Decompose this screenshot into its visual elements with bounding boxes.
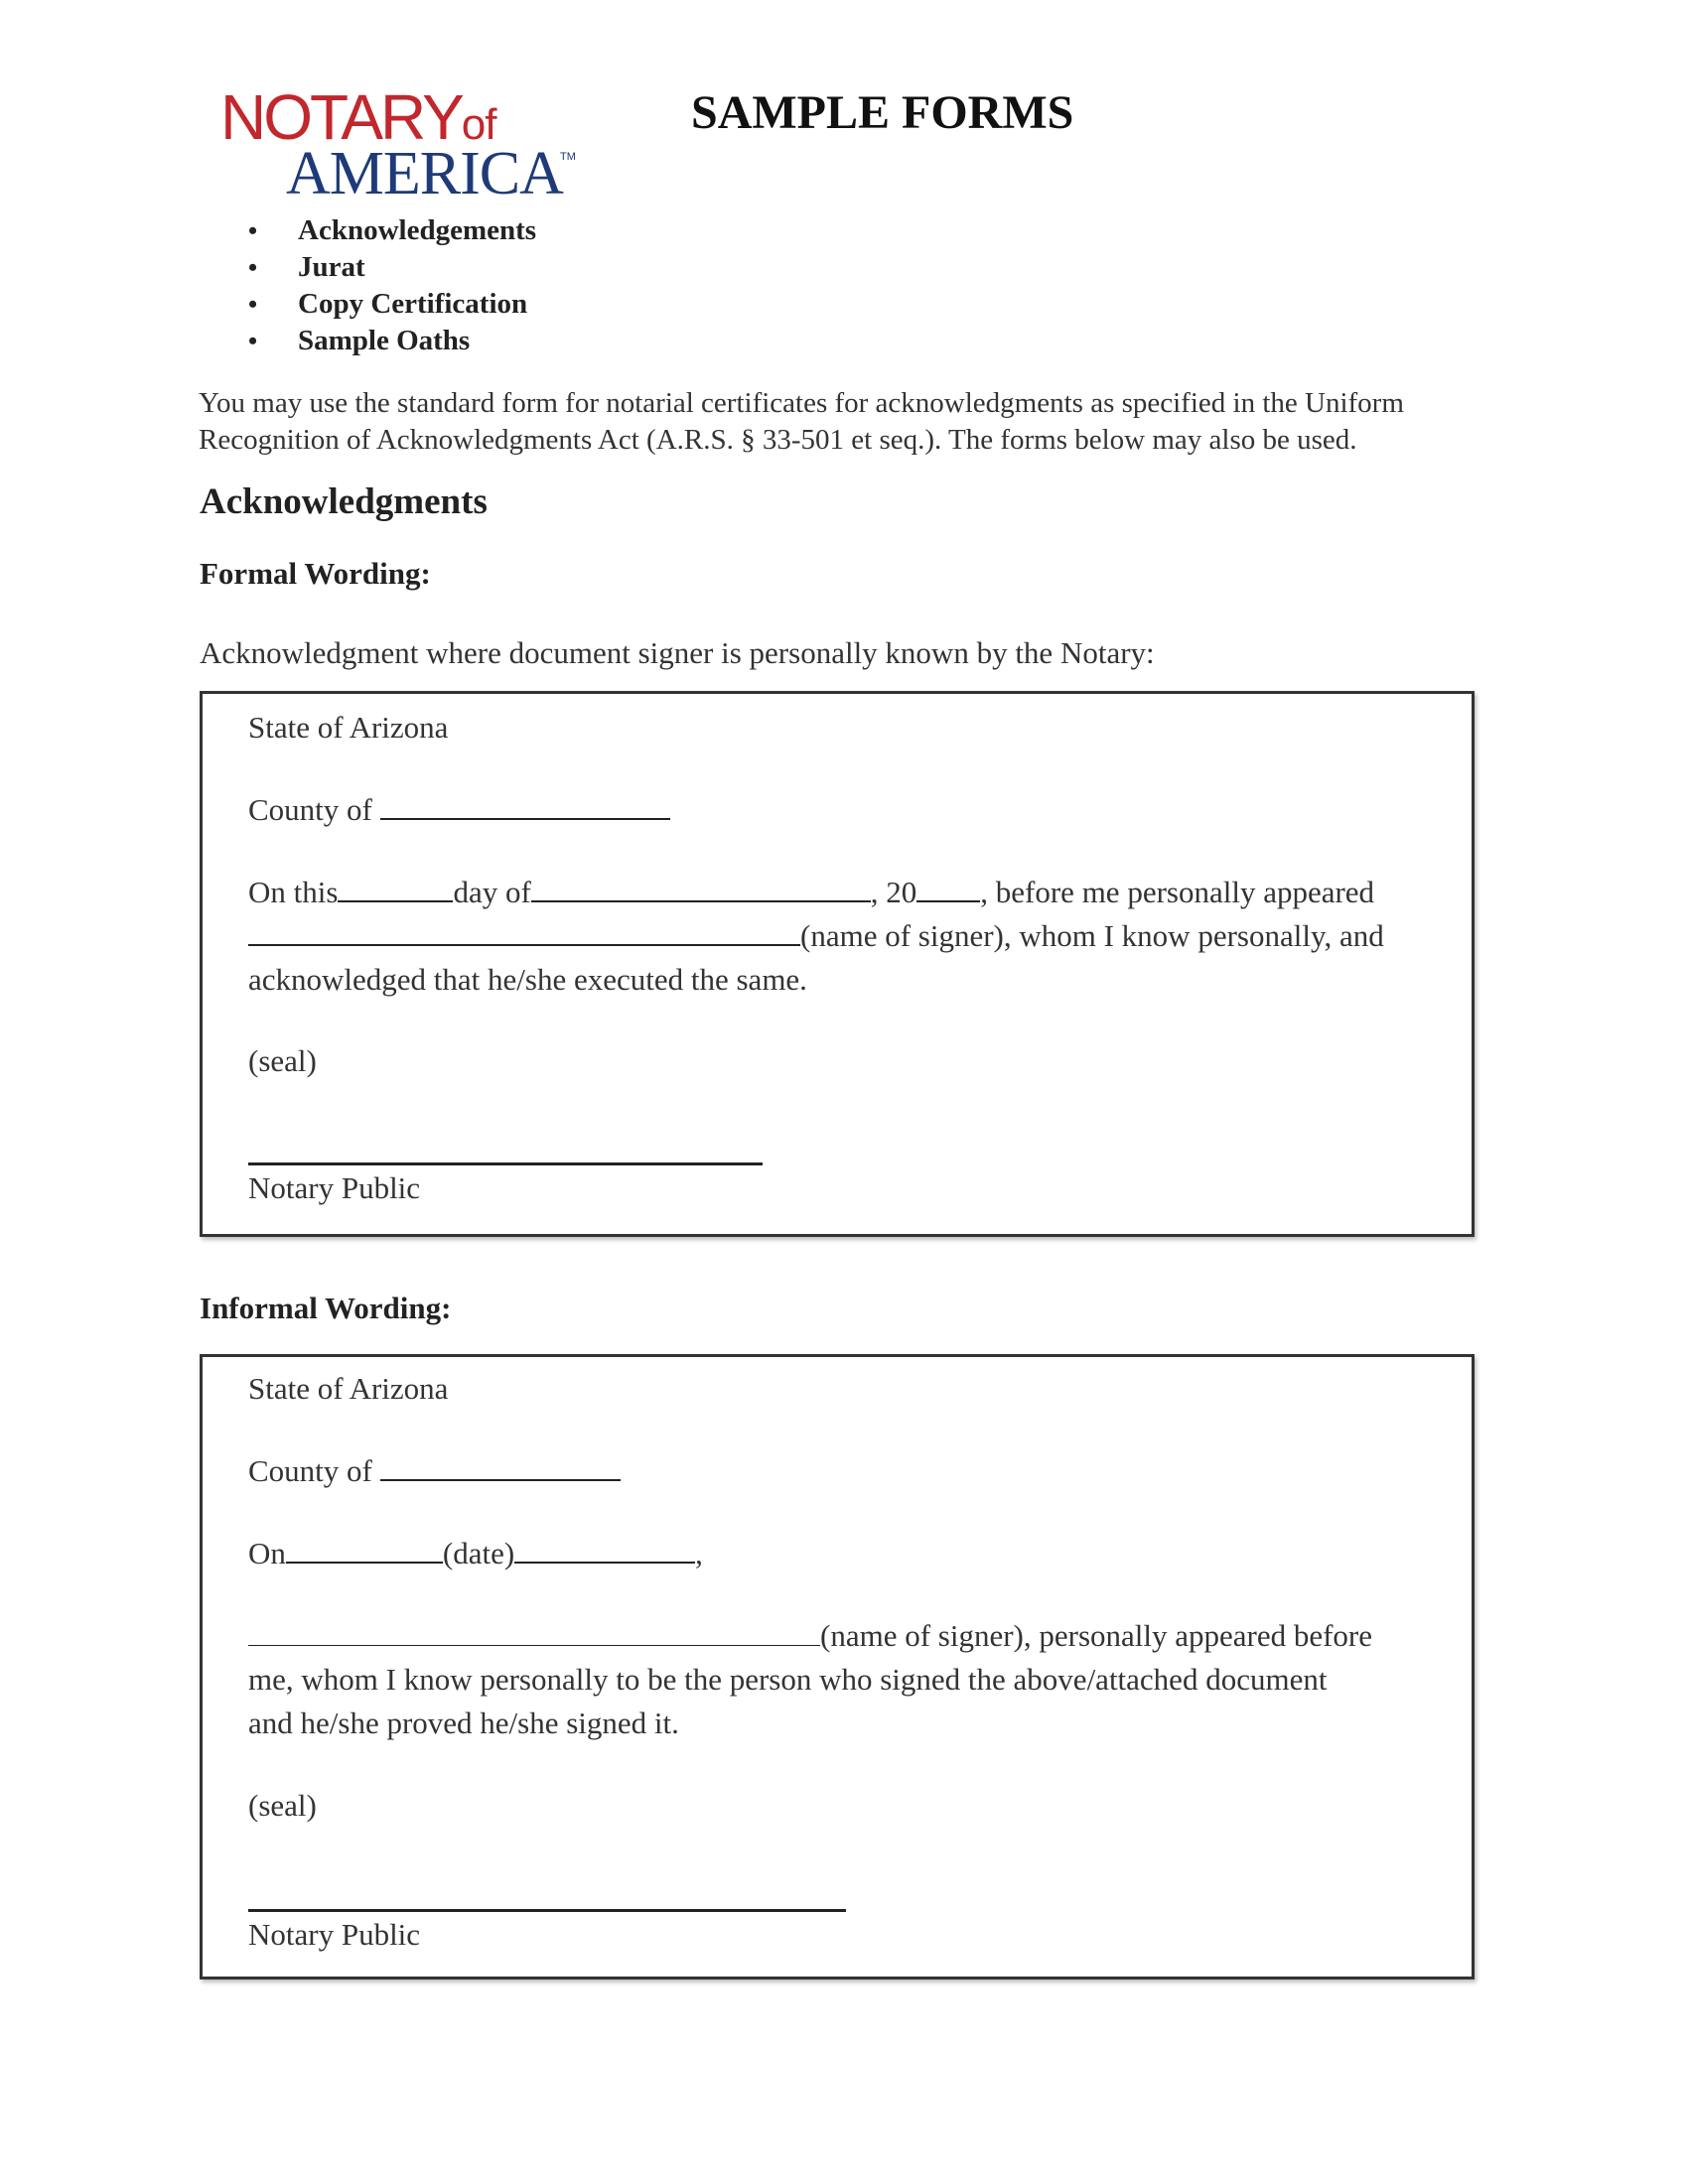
date-blank-2 xyxy=(514,1532,695,1564)
intro-line: You may use the standard form for notarial certificates for acknowledgments as specified in the Uniform xyxy=(199,387,1404,419)
seal-label: (seal) xyxy=(248,1788,317,1823)
county-blank xyxy=(380,1449,621,1481)
text-name-of-signer: (name of signer), whom I know personally, and xyxy=(800,918,1384,953)
logo-line-notary: NOTARYof xyxy=(220,81,496,153)
county-line xyxy=(248,788,670,832)
section-heading-acknowledgments: Acknowledgments xyxy=(200,481,488,522)
contents-item-sample-oaths: • Sample Oaths xyxy=(248,323,536,359)
county-label: County of xyxy=(248,792,372,827)
contents-item-jurat: • Jurat xyxy=(248,249,536,286)
year-blank xyxy=(916,871,980,902)
text-date: (date) xyxy=(442,1536,515,1570)
intro-line: Recognition of Acknowledgments Act (A.R.S. § 33-501 et seq.). The forms below may also be used. xyxy=(199,424,1357,456)
notary-of-america-logo xyxy=(220,81,598,207)
signature-line xyxy=(248,1162,763,1165)
formal-lead-text: Acknowledgment where document signer is personally known by the Notary: xyxy=(200,635,1155,670)
text-year-prefix: , 20 xyxy=(870,875,917,909)
notary-public-label: Notary Public xyxy=(248,1170,421,1205)
text-before-me: , before me personally appeared xyxy=(980,875,1375,909)
county-label: County of xyxy=(248,1453,372,1488)
signer-name-blank xyxy=(248,1615,820,1646)
seal-label: (seal) xyxy=(248,1043,317,1078)
signer-name-line xyxy=(248,914,1384,958)
text-name-of-signer: (name of signer), personally appeared before xyxy=(820,1618,1373,1653)
formal-wording-heading: Formal Wording: xyxy=(200,556,431,591)
logo-trademark: TM xyxy=(560,151,576,163)
day-blank xyxy=(338,871,453,902)
proved-signed-line: and he/she proved he/she signed it. xyxy=(248,1706,679,1740)
state-line: State of Arizona xyxy=(248,1371,449,1406)
signer-name-blank xyxy=(248,914,800,946)
text-comma: , xyxy=(695,1536,703,1570)
date-blank-1 xyxy=(286,1532,443,1564)
text-on-this: On this xyxy=(248,875,339,909)
logo-line-america: AMERICA xyxy=(286,140,563,207)
contents-item-copy-certification: • Copy Certification xyxy=(248,286,536,323)
text-day-of: day of xyxy=(453,875,531,909)
signer-name-line xyxy=(248,1614,1372,1658)
person-signed-line: me, whom I know personally to be the person who signed the above/attached document xyxy=(248,1662,1328,1697)
date-appearance-line xyxy=(248,871,1374,914)
date-line xyxy=(248,1532,703,1575)
acknowledged-line: acknowledged that he/she executed the same. xyxy=(248,962,807,997)
informal-wording-heading: Informal Wording: xyxy=(200,1291,452,1325)
county-line xyxy=(248,1449,621,1493)
intro-paragraph xyxy=(199,385,1479,459)
informal-certificate-box xyxy=(200,1354,1475,1979)
text-on: On xyxy=(248,1536,286,1570)
notary-public-label: Notary Public xyxy=(248,1917,421,1952)
page-title: SAMPLE FORMS xyxy=(691,86,1074,139)
contents-item-acknowledgements: • Acknowledgements xyxy=(248,212,536,249)
formal-certificate-box xyxy=(200,691,1475,1237)
state-line: State of Arizona xyxy=(248,710,449,745)
month-blank xyxy=(531,871,871,902)
contents-list xyxy=(248,212,536,359)
county-blank xyxy=(380,788,670,820)
signature-line xyxy=(248,1909,846,1912)
